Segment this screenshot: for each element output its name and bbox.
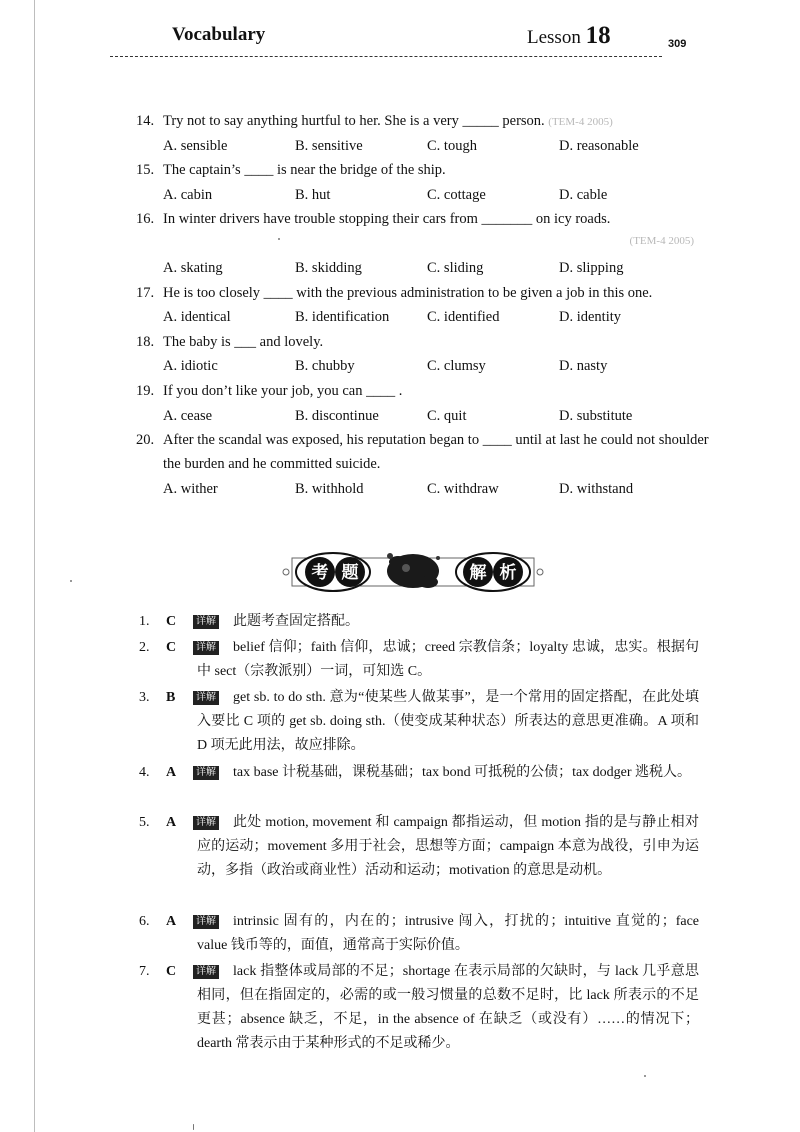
option-c: C. withdraw: [427, 481, 499, 497]
question-stem: After the scandal was exposed, his reputation began to ____ until at last he could not shoulder the burden and he committed suicide.: [163, 432, 709, 472]
option-a: A. identical: [163, 309, 231, 325]
option-b: B. sensitive: [295, 138, 363, 154]
question-number: 17.: [136, 285, 155, 301]
question-number: 19.: [136, 383, 155, 399]
question-15: [136, 158, 716, 182]
option-a: A. wither: [163, 481, 218, 497]
option-a: A. cease: [163, 408, 213, 424]
answer-number: 4.: [139, 765, 150, 780]
banner-right-dot: [537, 569, 543, 575]
answer-6: [139, 910, 699, 958]
answer-5: [139, 811, 699, 883]
header-rule: [110, 56, 662, 57]
option-b: B. hut: [295, 187, 331, 203]
option-c: C. quit: [427, 408, 467, 424]
scan-speck: [278, 238, 280, 240]
question-number: 15.: [136, 162, 155, 178]
option-c: C. clumsy: [427, 358, 486, 374]
answer-explanation: tax base 计税基础，课税基础；tax bond 可抵税的公债；tax dodger 逃税人。: [233, 765, 692, 780]
answer-explanation: get sb. to do sth. 意为“使某些人做某事”，是一个常用的固定搭配，在此处填入要比 C 项的 get sb. doing sth.（使变成某种状态）所表达的意思更准确。A 项和 D 项无此用法，故应排除。: [197, 690, 699, 753]
answer-letter: C: [166, 640, 177, 655]
answer-letter: A: [166, 914, 177, 929]
header-lesson: [527, 22, 611, 50]
scan-speck: [644, 1075, 646, 1077]
answer-number: 5.: [139, 815, 150, 830]
question-number: 20.: [136, 432, 155, 448]
option-d: D. substitute: [559, 408, 633, 424]
option-c: C. identified: [427, 309, 500, 325]
header-lesson-number: 18: [585, 22, 611, 49]
option-a: A. skating: [163, 260, 223, 276]
question-number: 14.: [136, 113, 155, 129]
answer-explanation: belief 信仰；faith 信仰，忠诚；creed 宗教信条；loyalty 忠诚，忠实。根据句中 sect（宗教派别）一词，可知选 C。: [197, 640, 699, 679]
page-header: [0, 20, 800, 80]
answer-letter: C: [166, 614, 177, 629]
answer-number: 7.: [139, 964, 150, 979]
banner-char: 题: [341, 563, 359, 583]
question-number: 18.: [136, 334, 155, 350]
question-stem: The baby is ___ and lovely.: [163, 334, 324, 350]
option-c: C. cottage: [427, 187, 486, 203]
option-d: D. identity: [559, 309, 622, 325]
option-a: A. sensible: [163, 138, 228, 154]
explanation-tag: 详解: [193, 766, 219, 780]
answer-number: 3.: [139, 690, 150, 705]
explanation-tag: 详解: [193, 691, 219, 705]
answer-number: 6.: [139, 914, 150, 929]
option-b: B. discontinue: [295, 408, 379, 424]
answer-explanation: 此处 motion, movement 和 campaign 都指运动，但 motion 指的是与静止相对应的运动；movement 多用于社会，思想等方面；campaign 本意为战役，引申为运动，多指（政治或商业性）活动和运动；motivation 的意思是动机。: [197, 815, 699, 878]
question-stem: Try not to say anything hurtful to her. She is a very _____ person.: [163, 113, 545, 129]
question-20: [136, 428, 723, 476]
answer-1: [139, 610, 699, 634]
question-17: [136, 281, 716, 305]
answer-3: [139, 686, 699, 758]
option-b: B. identification: [295, 309, 390, 325]
answer-number: 1.: [139, 614, 150, 629]
explanation-tag: 详解: [193, 615, 219, 629]
answer-2: [139, 636, 699, 684]
answer-4: [139, 761, 699, 785]
page-spine-line: [34, 0, 35, 1132]
option-b: B. withhold: [295, 481, 364, 497]
answer-explanation: lack 指整体或局部的不足；shortage 在表示局部的欠缺时，与 lack 几乎意思相同，但在指固定的，必需的或一般习惯量的总数不足时，比 lack 所表示的不足更甚；absence 缺乏，不足，in the absence of 在缺乏（或没有）……的情况下；dearth 常表示由于某种形式的不足或稀少。: [197, 964, 699, 1051]
question-source: (TEM-4 2005): [629, 235, 694, 247]
scan-speck: [193, 1124, 194, 1130]
option-d: D. reasonable: [559, 138, 639, 154]
question-stem: The captain’s ____ is near the bridge of the ship.: [163, 162, 446, 178]
banner-char: 考: [311, 563, 329, 583]
option-c: C. tough: [427, 138, 477, 154]
answer-number: 2.: [139, 640, 150, 655]
option-d: D. withstand: [559, 481, 634, 497]
question-number: 16.: [136, 211, 155, 227]
header-lesson-word: Lesson: [527, 27, 581, 48]
question-stem: He is too closely ____ with the previous administration to be given a job in this one.: [163, 285, 653, 301]
answer-explanation: 此题考查固定搭配。: [233, 614, 359, 629]
option-a: A. cabin: [163, 187, 213, 203]
explanation-tag: 详解: [193, 641, 219, 655]
answer-letter: B: [166, 690, 176, 705]
section-banner: [282, 544, 544, 596]
option-d: D. slipping: [559, 260, 624, 276]
question-16: [136, 207, 716, 257]
question-source: (TEM-4 2005): [548, 116, 613, 128]
explanation-tag: 详解: [193, 915, 219, 929]
question-14: [136, 109, 716, 134]
option-a: A. idiotic: [163, 358, 218, 374]
scan-speck: [70, 580, 72, 582]
answer-letter: A: [166, 765, 177, 780]
option-c: C. sliding: [427, 260, 484, 276]
banner-char: 解: [469, 563, 487, 583]
explanation-tag: 详解: [193, 965, 219, 979]
option-d: D. cable: [559, 187, 608, 203]
option-d: D. nasty: [559, 358, 608, 374]
header-title: Vocabulary: [172, 24, 266, 45]
question-stem: In winter drivers have trouble stopping their cars from _______ on icy roads.: [163, 211, 611, 227]
answer-letter: A: [166, 815, 177, 830]
option-b: B. skidding: [295, 260, 362, 276]
question-stem: If you don’t like your job, you can ____ .: [163, 383, 403, 399]
question-18: [136, 330, 716, 354]
answer-7: [139, 960, 699, 1056]
banner-left-dot: [283, 569, 289, 575]
explanation-tag: 详解: [193, 816, 219, 830]
answer-letter: C: [166, 964, 177, 979]
banner-char: 析: [499, 563, 517, 583]
answer-explanation: intrinsic 固有的，内在的；intrusive 闯入，打扰的；intuitive 直觉的；face value 钱币等的，面值，通常高于实际价值。: [197, 914, 699, 953]
page-number: 309: [668, 38, 687, 50]
option-b: B. chubby: [295, 358, 355, 374]
question-19: [136, 379, 716, 403]
